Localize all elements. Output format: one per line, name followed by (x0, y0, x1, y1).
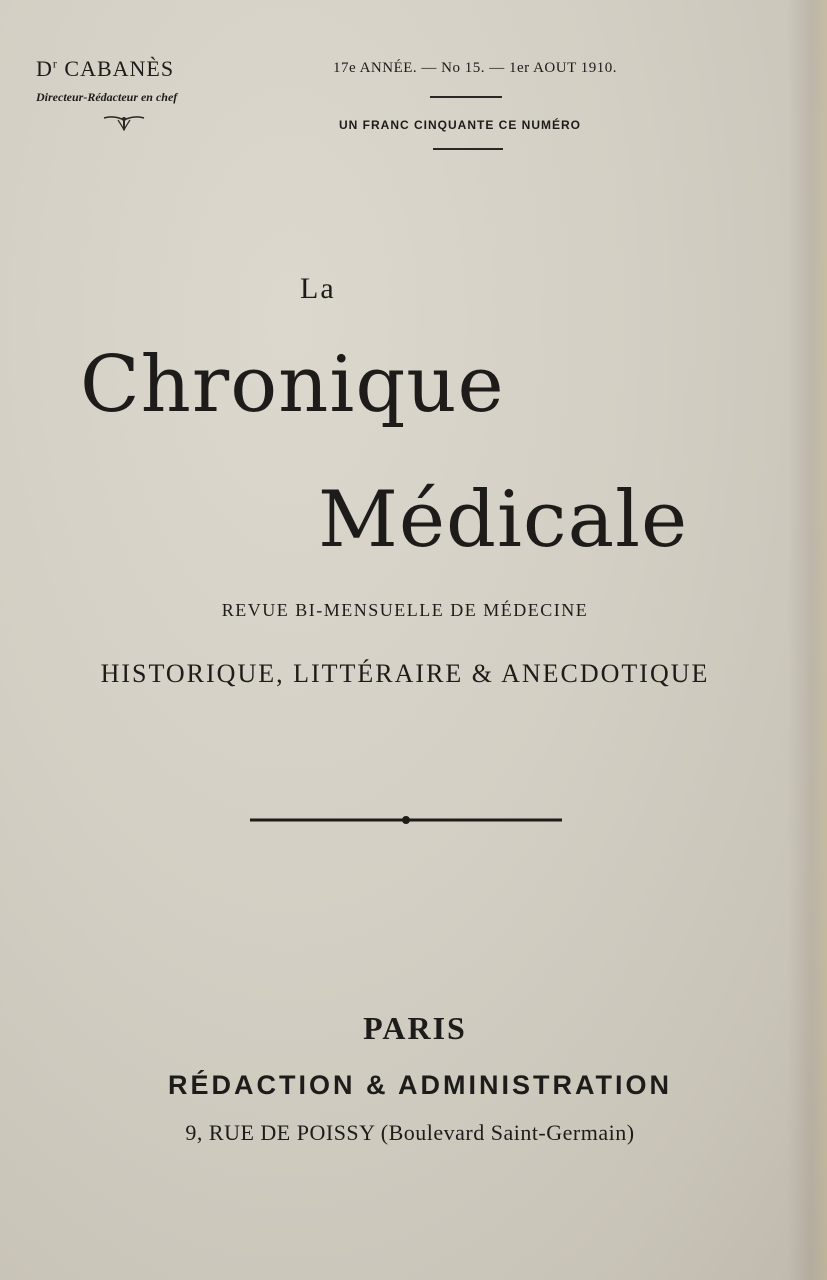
author-name (36, 56, 236, 82)
price-line: UN FRANC CINQUANTE CE NUMÉRO (339, 118, 581, 132)
fleuron-ornament-icon (100, 112, 148, 134)
issue-rule (430, 96, 502, 98)
author-role: Directeur-Rédacteur en chef (36, 90, 178, 104)
author-surname: CABANÈS (57, 56, 175, 81)
author-prefix: D (36, 56, 53, 81)
imprint-address: 9, RUE DE POISSY (Boulevard Saint-Germain) (185, 1120, 635, 1145)
price-rule (433, 148, 503, 150)
issue-line: 17e ANNÉE. — No 15. — 1er AOUT 1910. (333, 60, 617, 76)
author-prefix-superscript: r (52, 56, 58, 71)
subtitle-line-1: REVUE BI-MENSUELLE DE MÉDECINE (221, 600, 589, 620)
subtitle-line-2: HISTORIQUE, LITTÉRAIRE & ANECDOTIQUE (100, 659, 710, 688)
imprint-office: RÉDACTION & ADMINISTRATION (168, 1070, 672, 1100)
title-line-1: Chronique (80, 340, 505, 430)
title-line-2: Médicale (318, 475, 689, 565)
imprint-city: PARIS (363, 1010, 467, 1046)
ornamental-divider (248, 810, 564, 830)
title-article: La (300, 272, 336, 305)
